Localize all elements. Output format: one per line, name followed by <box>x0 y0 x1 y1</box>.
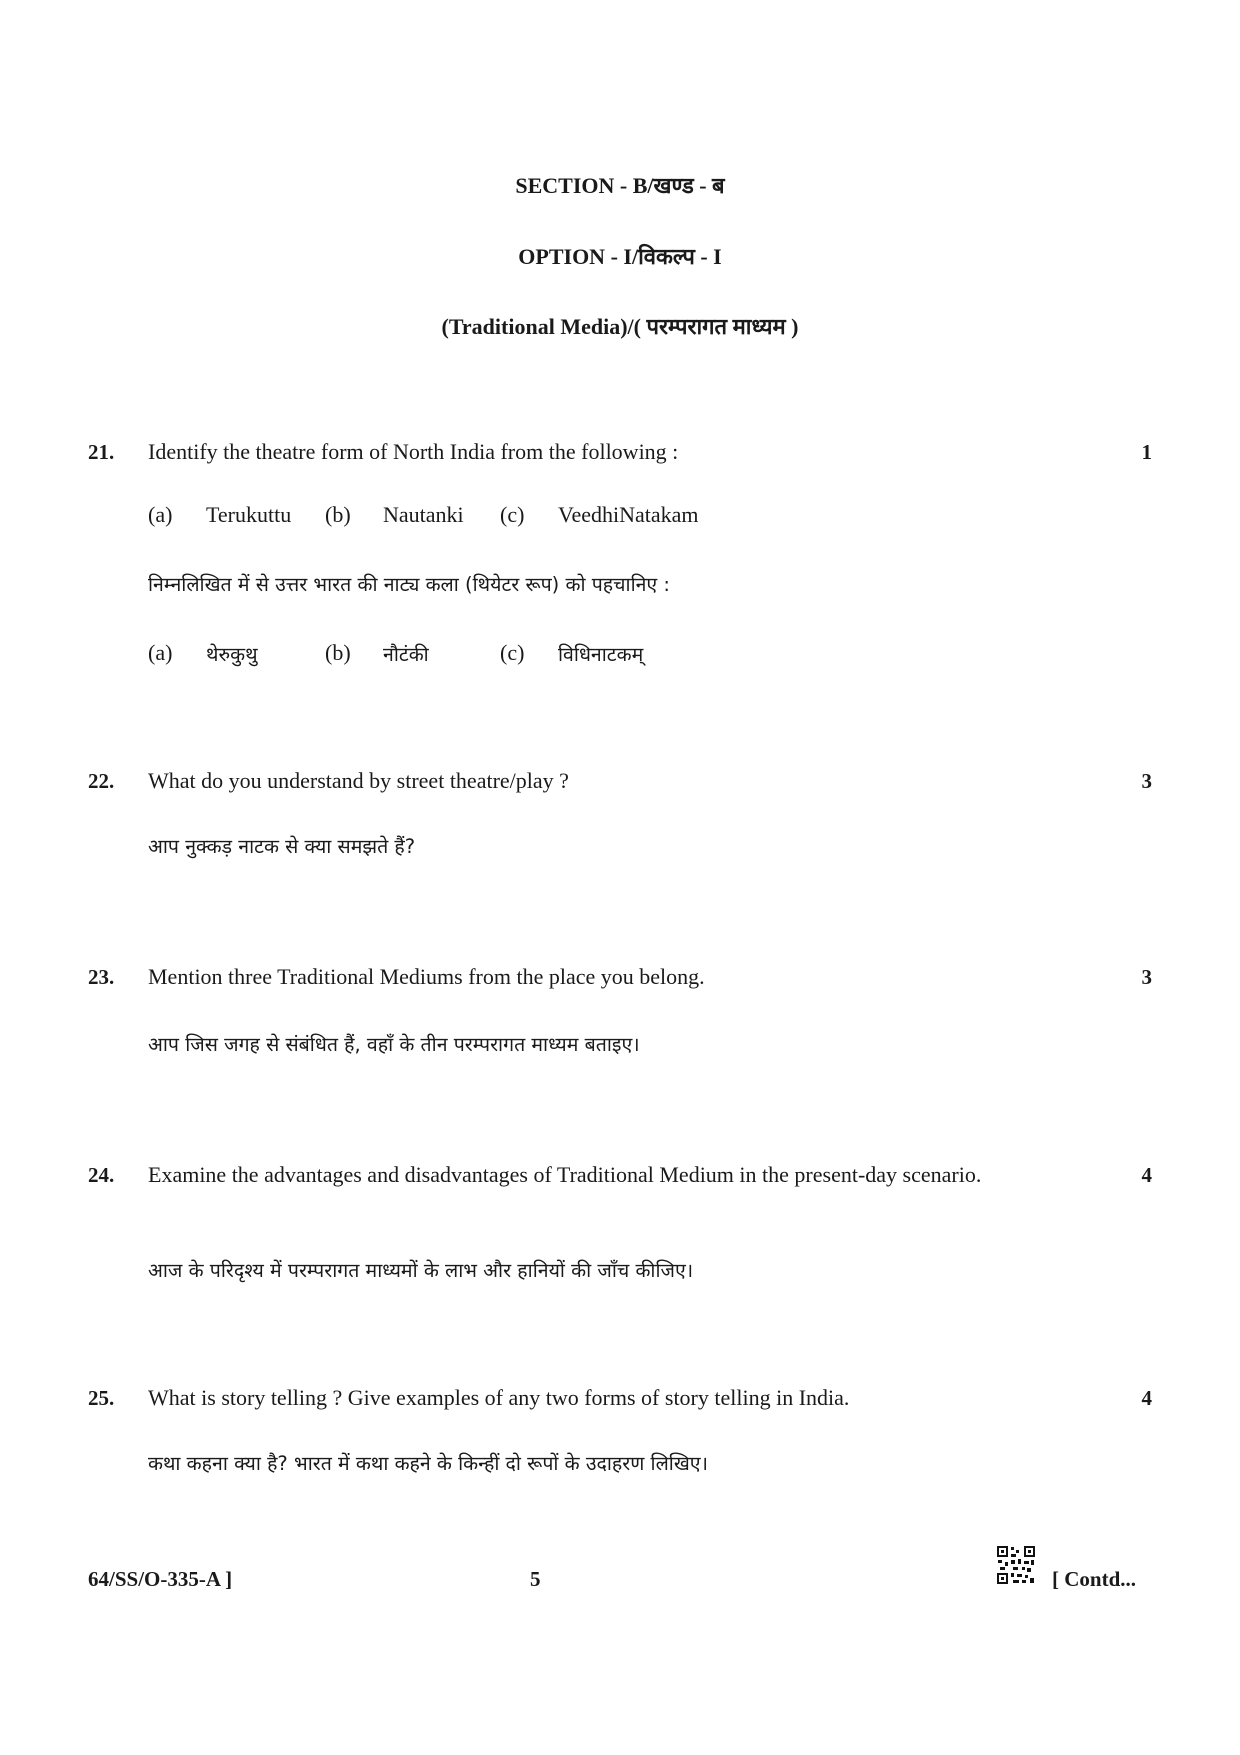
question-text-hindi: निम्नलिखित में से उत्तर भारत की नाट्य कला (थियेटर रूप) को पहचानिए : <box>148 573 670 596</box>
section-title: SECTION - B/खण्ड - ब <box>515 173 725 198</box>
question-text-hindi: आप नुक्कड़ नाटक से क्या समझते हैं? <box>148 835 416 858</box>
question-marks: 1 <box>1141 440 1152 464</box>
question-number: 22. <box>88 769 115 793</box>
question-number: 23. <box>88 965 115 989</box>
page-number: 5 <box>530 1567 541 1591</box>
question-text-hindi: आप जिस जगह से संबंधित हैं, वहाँ के तीन परम्परागत माध्यम बताइए। <box>148 1033 640 1056</box>
option-label: (b) <box>325 640 351 665</box>
question-number: 24. <box>88 1163 115 1187</box>
question-number: 25. <box>88 1386 115 1410</box>
question-text: What do you understand by street theatre/play ? <box>148 768 569 793</box>
question-text: Identify the theatre form of North India from the following : <box>148 439 679 464</box>
question-text: Mention three Traditional Mediums from the place you belong. <box>148 964 705 989</box>
option-text-hindi: विधिनाटकम् <box>558 643 644 666</box>
question-text: Examine the advantages and disadvantages of Traditional Medium in the present-day scenario. <box>148 1162 982 1187</box>
topic-title: (Traditional Media)/( परम्परागत माध्यम ) <box>441 314 799 339</box>
option-text: Terukuttu <box>206 502 292 527</box>
option-label: (b) <box>325 502 351 527</box>
question-marks: 4 <box>1141 1386 1152 1410</box>
option-label: (c) <box>500 640 525 665</box>
question-marks: 4 <box>1141 1163 1152 1187</box>
option-text-hindi: नौटंकी <box>383 643 429 666</box>
question-text-hindi: कथा कहना क्या है? भारत में कथा कहने के किन्हीं दो रूपों के उदाहरण लिखिए। <box>148 1452 708 1475</box>
question-number: 21. <box>88 440 115 464</box>
option-text: Nautanki <box>383 502 464 527</box>
option-title: OPTION - I/विकल्प - I <box>518 244 722 269</box>
option-text: VeedhiNatakam <box>558 502 699 527</box>
option-text-hindi: थेरुकुथु <box>206 643 258 666</box>
question-marks: 3 <box>1141 965 1152 989</box>
question-text: What is story telling ? Give examples of any two forms of story telling in India. <box>148 1385 850 1410</box>
paper-code: 64/SS/O-335-A ] <box>88 1567 233 1591</box>
option-label: (a) <box>148 502 173 527</box>
option-label: (c) <box>500 502 525 527</box>
option-label: (a) <box>148 640 173 665</box>
question-text-hindi: आज के परिदृश्य में परम्परागत माध्यमों के लाभ और हानियों की जाँच कीजिए। <box>148 1259 694 1282</box>
continued-label: [ Contd... <box>1052 1567 1137 1591</box>
question-marks: 3 <box>1141 769 1152 793</box>
qr-code-icon <box>996 1545 1036 1585</box>
